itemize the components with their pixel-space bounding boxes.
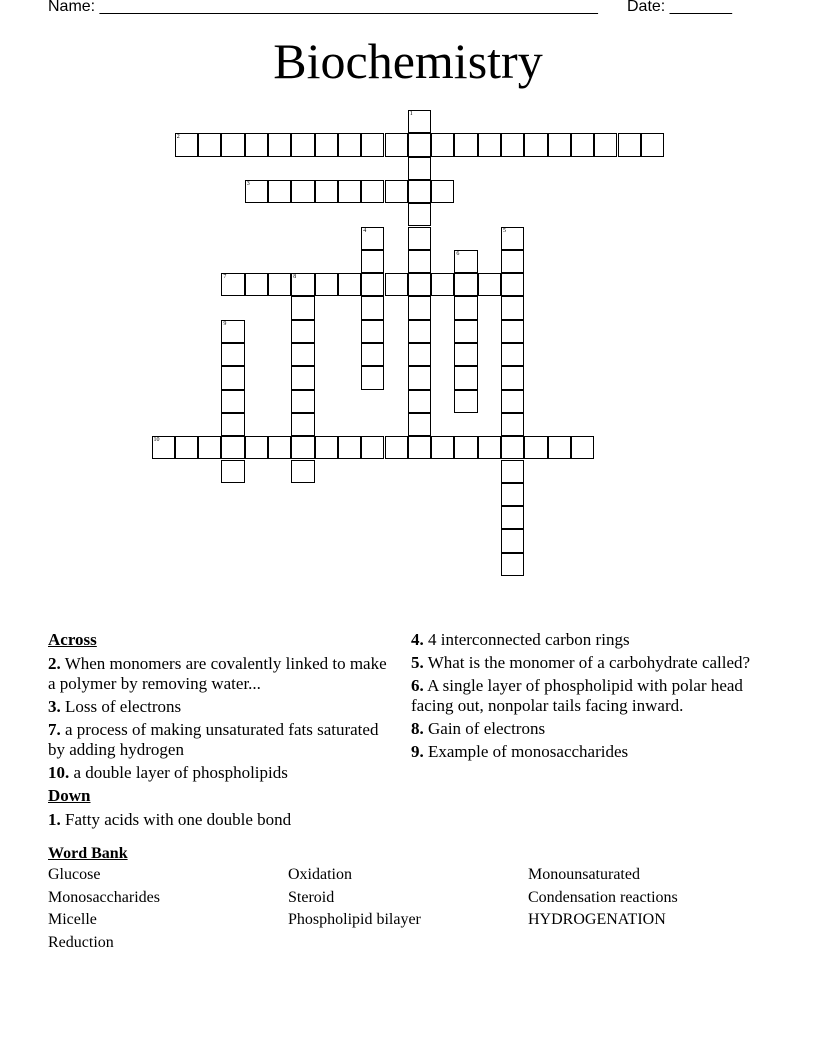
- crossword-cell[interactable]: [221, 133, 244, 156]
- crossword-cell[interactable]: [198, 133, 221, 156]
- crossword-cell[interactable]: [431, 133, 454, 156]
- crossword-cell[interactable]: [408, 390, 431, 413]
- crossword-cell[interactable]: [408, 343, 431, 366]
- crossword-cell[interactable]: [268, 180, 291, 203]
- word-bank-item: Phospholipid bilayer: [288, 911, 421, 928]
- crossword-cell[interactable]: [315, 133, 338, 156]
- name-field: Name: ________________________________________________________: [48, 0, 598, 15]
- crossword-cell[interactable]: [501, 343, 524, 366]
- crossword-cell[interactable]: [501, 553, 524, 576]
- crossword-cell[interactable]: [571, 436, 594, 459]
- crossword-cell[interactable]: [408, 296, 431, 319]
- crossword-cell[interactable]: [431, 180, 454, 203]
- crossword-cell[interactable]: [315, 273, 338, 296]
- crossword-cell[interactable]: [501, 413, 524, 436]
- crossword-cell[interactable]: [361, 296, 384, 319]
- crossword-cell[interactable]: [291, 320, 314, 343]
- crossword-cell[interactable]: [594, 133, 617, 156]
- crossword-cell[interactable]: [268, 273, 291, 296]
- crossword-cell[interactable]: [221, 390, 244, 413]
- crossword-cell[interactable]: [501, 506, 524, 529]
- crossword-cell[interactable]: [408, 203, 431, 226]
- crossword-cell[interactable]: [408, 273, 431, 296]
- crossword-cell[interactable]: [338, 436, 361, 459]
- clue-number: 9: [223, 320, 227, 327]
- crossword-cell[interactable]: [408, 227, 431, 250]
- clue-number: 1: [409, 111, 413, 117]
- crossword-cell[interactable]: [291, 413, 314, 436]
- crossword-cell[interactable]: [315, 436, 338, 459]
- crossword-cell[interactable]: [221, 343, 244, 366]
- crossword-cell[interactable]: [175, 133, 198, 156]
- clue-across-10: 10. a double layer of phospholipids: [48, 763, 288, 782]
- crossword-cell[interactable]: [361, 366, 384, 389]
- crossword-cell[interactable]: [221, 366, 244, 389]
- word-bank-title: Word Bank: [48, 845, 128, 862]
- crossword-cell[interactable]: [478, 273, 501, 296]
- crossword-cell[interactable]: [454, 436, 477, 459]
- crossword-cell[interactable]: [385, 133, 408, 156]
- crossword-cell[interactable]: [361, 273, 384, 296]
- crossword-cell[interactable]: [408, 366, 431, 389]
- clue-number: 2: [176, 134, 180, 141]
- crossword-cell[interactable]: [408, 320, 431, 343]
- clue-across-7: 7. a process of making unsaturated fats saturated by adding hydrogen: [48, 720, 379, 759]
- crossword-cell[interactable]: [291, 436, 314, 459]
- crossword-cell[interactable]: [524, 436, 547, 459]
- crossword-cell[interactable]: [478, 133, 501, 156]
- crossword-cell[interactable]: [431, 273, 454, 296]
- crossword-cell[interactable]: [315, 180, 338, 203]
- crossword-cell[interactable]: [501, 436, 524, 459]
- clue-number: 10: [153, 437, 160, 444]
- crossword-cell[interactable]: [618, 133, 641, 156]
- crossword-cell[interactable]: [454, 320, 477, 343]
- crossword-cell[interactable]: [501, 320, 524, 343]
- crossword-cell[interactable]: [454, 296, 477, 319]
- crossword-cell[interactable]: [291, 390, 314, 413]
- date-field: Date: _______: [627, 0, 732, 15]
- clue-down-4: 4. 4 interconnected carbon rings: [411, 630, 630, 649]
- crossword-cell[interactable]: [338, 180, 361, 203]
- word-bank-item: Monosaccharides: [48, 888, 160, 906]
- crossword-cell[interactable]: [431, 436, 454, 459]
- word-bank-item: Condensation reactions: [528, 888, 678, 906]
- crossword-cell[interactable]: [361, 180, 384, 203]
- crossword-cell[interactable]: [501, 296, 524, 319]
- crossword-cell[interactable]: [501, 133, 524, 156]
- crossword-cell[interactable]: [454, 343, 477, 366]
- crossword-cell[interactable]: [548, 436, 571, 459]
- crossword-cell[interactable]: [408, 413, 431, 436]
- crossword-cell[interactable]: [268, 133, 291, 156]
- crossword-cell[interactable]: [291, 366, 314, 389]
- clue-down-1: 1. Fatty acids with one double bond: [48, 810, 292, 829]
- crossword-cell[interactable]: [501, 366, 524, 389]
- crossword-cell[interactable]: [501, 227, 524, 250]
- crossword-cell[interactable]: [221, 273, 244, 296]
- crossword-cell[interactable]: [245, 273, 268, 296]
- crossword-cell[interactable]: [221, 320, 244, 343]
- page-title: Biochemistry: [273, 33, 543, 89]
- clue-number: 7: [223, 274, 227, 281]
- crossword-cell[interactable]: [501, 390, 524, 413]
- crossword-cell[interactable]: [291, 180, 314, 203]
- crossword-cell[interactable]: [361, 320, 384, 343]
- crossword-cell[interactable]: [408, 436, 431, 459]
- crossword-cell[interactable]: [245, 436, 268, 459]
- crossword-cell[interactable]: [454, 273, 477, 296]
- crossword-cell[interactable]: [454, 390, 477, 413]
- crossword-cell[interactable]: [175, 436, 198, 459]
- crossword-cell[interactable]: [361, 343, 384, 366]
- crossword-cell[interactable]: [291, 343, 314, 366]
- crossword-cell[interactable]: [408, 133, 431, 156]
- crossword-cell[interactable]: [454, 366, 477, 389]
- clue-across-2: 2. When monomers are covalently linked to make a polymer by removing water...: [48, 654, 387, 693]
- crossword-cell[interactable]: [221, 436, 244, 459]
- word-bank-item: Glucose: [48, 866, 101, 883]
- clue-across-3: 3. Loss of electrons: [48, 697, 182, 716]
- crossword-cell[interactable]: [408, 250, 431, 273]
- crossword-cell[interactable]: [361, 227, 384, 250]
- clue-number: 6: [456, 250, 460, 257]
- crossword-cell[interactable]: [501, 529, 524, 552]
- clues-left-column: [48, 630, 388, 833]
- word-bank: [48, 845, 768, 953]
- crossword-cell[interactable]: [221, 413, 244, 436]
- crossword-cell[interactable]: [408, 180, 431, 203]
- word-bank-item: Reduction: [48, 933, 114, 951]
- crossword-cell[interactable]: [152, 436, 175, 459]
- crossword-cell[interactable]: [245, 180, 268, 203]
- crossword-cell[interactable]: [478, 436, 501, 459]
- crossword-cell[interactable]: [221, 460, 244, 483]
- crossword-cell[interactable]: [408, 157, 431, 180]
- clue-number: 3: [246, 180, 250, 187]
- word-bank-list: [48, 865, 768, 953]
- across-heading: Across: [48, 630, 97, 649]
- crossword-cell[interactable]: [291, 296, 314, 319]
- crossword-cell[interactable]: [338, 133, 361, 156]
- crossword-cell[interactable]: [501, 483, 524, 506]
- crossword-cell[interactable]: [291, 460, 314, 483]
- crossword-cell[interactable]: [408, 110, 431, 133]
- clue-down-9: 9. Example of monosaccharides: [411, 742, 629, 761]
- crossword-cell[interactable]: [291, 273, 314, 296]
- crossword-cell[interactable]: [338, 273, 361, 296]
- crossword-cell[interactable]: [641, 133, 664, 156]
- crossword-cell[interactable]: [501, 273, 524, 296]
- crossword-cell[interactable]: [361, 133, 384, 156]
- word-bank-item: Oxidation: [288, 866, 352, 883]
- crossword-cell[interactable]: [501, 460, 524, 483]
- crossword-cell[interactable]: [524, 133, 547, 156]
- down-heading: Down: [48, 786, 91, 805]
- clue-number: 5: [503, 227, 506, 234]
- crossword-cell[interactable]: [361, 436, 384, 459]
- crossword-cell[interactable]: [454, 133, 477, 156]
- crossword-cell[interactable]: [548, 133, 571, 156]
- crossword-cell[interactable]: [454, 250, 477, 273]
- crossword-cell[interactable]: [198, 436, 221, 459]
- word-bank-item: Micelle: [48, 911, 97, 928]
- clue-down-8: 8. Gain of electrons: [411, 719, 546, 738]
- word-bank-item: Monounsaturated: [528, 866, 640, 883]
- clue-number: 8: [293, 274, 297, 281]
- crossword-cell[interactable]: [571, 133, 594, 156]
- crossword-cell[interactable]: [291, 133, 314, 156]
- crossword-cell[interactable]: [385, 273, 408, 296]
- crossword-cell[interactable]: [385, 436, 408, 459]
- crossword-cell[interactable]: [268, 436, 291, 459]
- clues-right-column: [411, 630, 771, 765]
- word-bank-item: Steroid: [288, 888, 335, 906]
- clue-down-5: 5. What is the monomer of a carbohydrate called?: [411, 653, 751, 672]
- clue-down-6: 6. A single layer of phospholipid with polar head facing out, nonpolar tails facing inward.: [411, 676, 743, 715]
- crossword-cell[interactable]: [245, 133, 268, 156]
- crossword-cell[interactable]: [501, 250, 524, 273]
- clue-number: 4: [363, 227, 367, 234]
- crossword-cell[interactable]: [385, 180, 408, 203]
- crossword-cell[interactable]: [361, 250, 384, 273]
- word-bank-item: HYDROGENATION: [528, 911, 666, 928]
